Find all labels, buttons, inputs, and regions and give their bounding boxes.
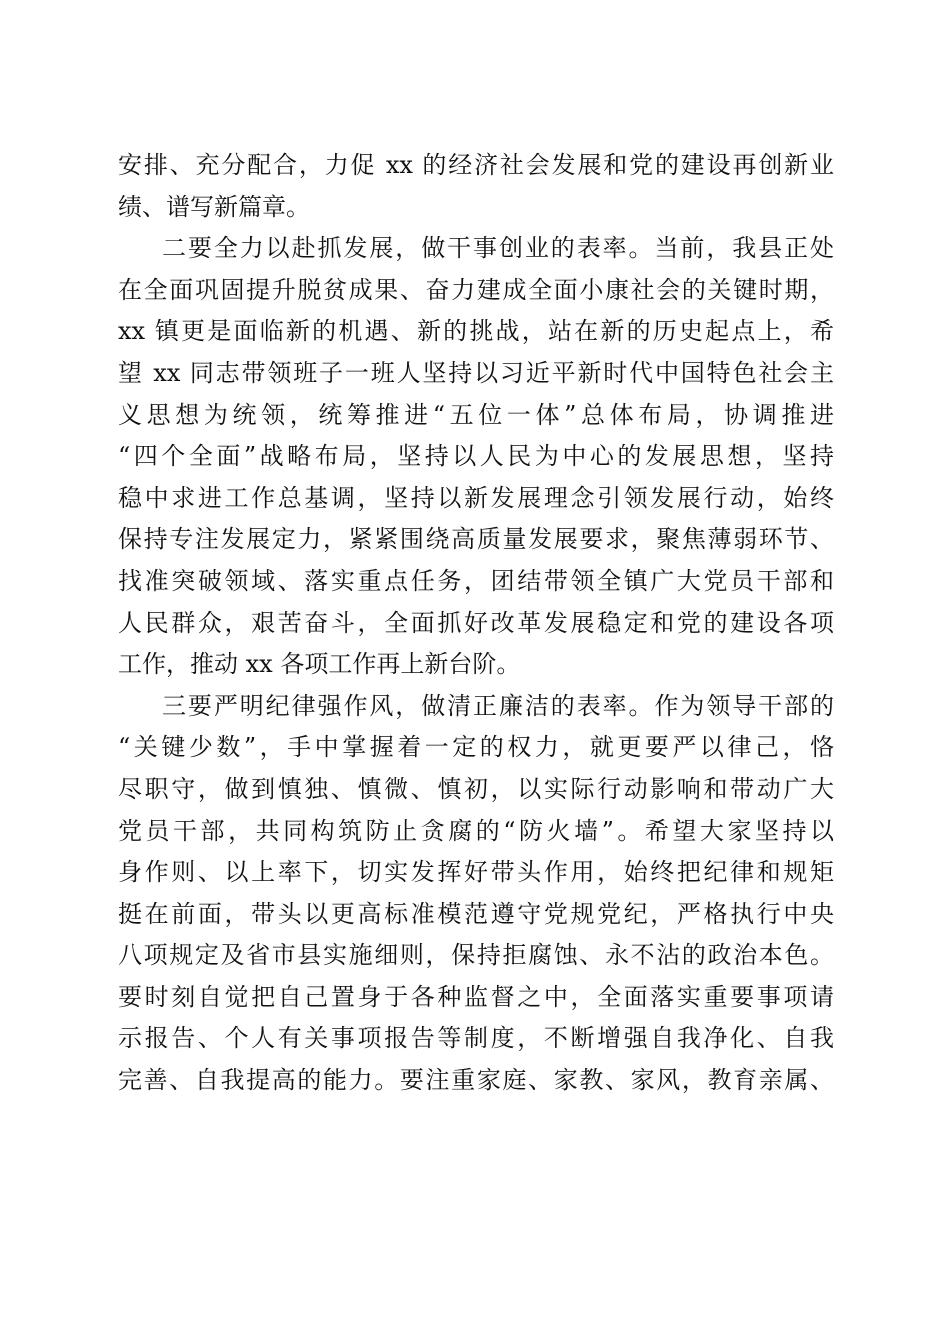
- text-line: 稳中求进工作总基调，坚持以新发展理念引领发展行动，始终: [118, 483, 834, 512]
- text-line: 安排、充分配合，力促 xx 的经济社会发展和党的建设再创新业: [118, 151, 834, 179]
- text-line: 在全面巩固提升脱贫成果、奋力建成全面小康社会的关键时期，: [118, 275, 834, 304]
- text-line: 绩、谱写新篇章。: [118, 192, 310, 221]
- text-line: 工作，推动 xx 各项工作再上新台阶。: [118, 650, 521, 679]
- paragraph-start-line: 三要严明纪律强作风，做清正廉洁的表率。作为领导干部的: [162, 691, 834, 720]
- text-line: 义思想为统领，统筹推进“五位一体”总体布局，协调推进: [118, 400, 834, 429]
- text-line: 要时刻自觉把自己置身于各种监督之中，全面落实重要事项请: [118, 982, 834, 1011]
- text-line: 挺在前面，带头以更高标准模范遵守党规党纪，严格执行中央: [118, 899, 834, 928]
- text-line: 身作则、以上率下，切实发挥好带头作用，始终把纪律和规矩: [118, 858, 834, 887]
- paragraph-start-line: 二要全力以赴抓发展，做干事创业的表率。当前，我县正处: [162, 234, 834, 263]
- document-body: [118, 146, 834, 1103]
- text-line: 保持专注发展定力，紧紧围绕高质量发展要求，聚焦薄弱环节、: [118, 525, 834, 554]
- text-line: “关键少数”，手中掌握着一定的权力，就更要严以律己，恪: [118, 733, 834, 762]
- text-line: 党员干部，共同构筑防止贪腐的“防火墙”。希望大家坚持以: [118, 816, 834, 845]
- text-line: 望 xx 同志带领班子一班人坚持以习近平新时代中国特色社会主: [118, 358, 834, 387]
- text-line: xx 镇更是面临新的机遇、新的挑战，站在新的历史起点上，希: [118, 317, 834, 346]
- text-line: 尽职守，做到慎独、慎微、慎初，以实际行动影响和带动广大: [118, 774, 834, 803]
- text-line: 人民群众，艰苦奋斗，全面抓好改革发展稳定和党的建设各项: [118, 608, 834, 637]
- text-line: 找准突破领域、落实重点任务，团结带领全镇广大党员干部和: [118, 566, 834, 595]
- text-line: 完善、自我提高的能力。要注重家庭、家教、家风，教育亲属、: [118, 1066, 834, 1095]
- text-line: “四个全面”战略布局，坚持以人民为中心的发展思想，坚持: [118, 442, 834, 471]
- text-line: 八项规定及省市县实施细则，保持拒腐蚀、永不沾的政治本色。: [118, 941, 834, 970]
- text-line: 示报告、个人有关事项报告等制度，不断增强自我净化、自我: [118, 1024, 834, 1053]
